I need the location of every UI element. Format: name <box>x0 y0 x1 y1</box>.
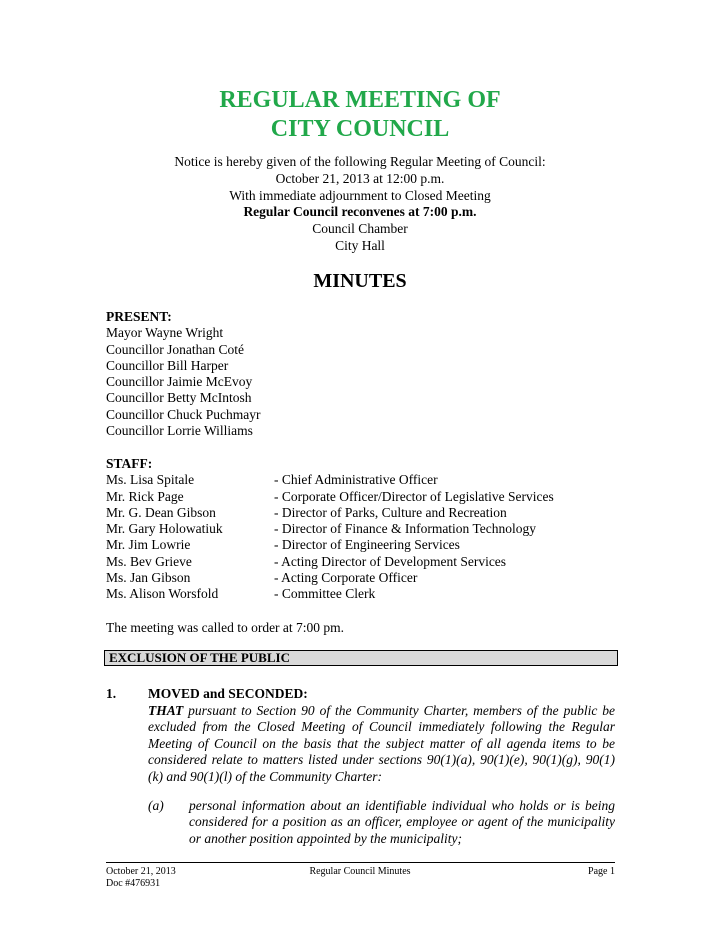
staff-role: - Acting Director of Development Services <box>274 553 507 569</box>
item-body <box>148 703 615 785</box>
staff-name: Ms. Jan Gibson <box>106 570 191 586</box>
staff-row <box>106 489 626 505</box>
notice-line-5: Council Chamber <box>312 221 408 237</box>
notice-line-6: City Hall <box>335 237 385 253</box>
staff-name: Mr. Gary Holowatiuk <box>106 521 223 537</box>
staff-row <box>106 537 626 553</box>
notice-line-4: Regular Council reconvenes at 7:00 p.m. <box>243 204 477 220</box>
title-line-2: CITY COUNCIL <box>270 116 450 142</box>
footer-title: Regular Council Minutes <box>309 866 411 877</box>
called-to-order: The meeting was called to order at 7:00 pm. <box>106 620 345 635</box>
sub-item-body: personal information about an identifiable individual who holds or is being considered for a position as an officer, employee or agent of the municipality or another position appointed by the municipality; <box>189 798 615 846</box>
footer-page-number: Page 1 <box>588 866 615 877</box>
staff-role: - Director of Engineering Services <box>274 537 460 553</box>
present-member: Councillor Lorrie Williams <box>106 423 253 439</box>
notice-line-3: With immediate adjournment to Closed Meeting <box>229 187 491 203</box>
staff-role: - Director of Parks, Culture and Recreation <box>274 504 507 520</box>
footer-doc-number: Doc #476931 <box>106 878 161 889</box>
staff-role: - Director of Finance & Information Technology <box>274 521 536 537</box>
staff-name: Mr. Jim Lowrie <box>106 537 191 553</box>
staff-name: Ms. Alison Worsfold <box>106 586 219 602</box>
sub-item-label: (a) <box>148 798 164 813</box>
footer-divider <box>106 862 615 863</box>
footer-date: October 21, 2013 <box>106 866 176 877</box>
item-number: 1. <box>106 686 117 701</box>
title-line-1: REGULAR MEETING OF <box>219 87 501 113</box>
staff-heading: STAFF: <box>106 456 153 471</box>
staff-row <box>106 505 626 521</box>
present-member: Councillor Bill Harper <box>106 357 229 373</box>
staff-row <box>106 554 626 570</box>
item-text: pursuant to Section 90 of the Community Charter, members of the public be excluded from the Closed Meeting of Council immediately following the Regular Meeting of Council on the basis that the subject matter of all agenda items to be considered relate to matters listed under sections 90(1)(a), 90(1)(e), 90(1)(g), 90(1)(k) and 90(1)(l) of the Community Charter: <box>148 703 615 784</box>
staff-row <box>106 472 626 488</box>
present-member: Councillor Chuck Puchmayr <box>106 406 261 422</box>
page-title <box>0 86 720 144</box>
staff-row <box>106 570 626 586</box>
present-heading: PRESENT: <box>106 309 172 324</box>
minutes-heading: MINUTES <box>313 270 407 292</box>
item-heading: MOVED and SECONDED: <box>148 686 308 701</box>
staff-name: Mr. Rick Page <box>106 488 184 504</box>
notice-line-2: October 21, 2013 at 12:00 p.m. <box>275 170 445 186</box>
present-member: Mayor Wayne Wright <box>106 325 224 341</box>
staff-role: - Acting Corporate Officer <box>274 570 418 586</box>
staff-role: - Corporate Officer/Director of Legislative Services <box>274 488 554 504</box>
notice-line-1: Notice is hereby given of the following Regular Meeting of Council: <box>174 154 546 169</box>
present-list <box>106 309 260 439</box>
present-member: Councillor Jonathan Coté <box>106 341 244 357</box>
staff-name: Ms. Bev Grieve <box>106 553 192 569</box>
meeting-notice <box>0 154 720 255</box>
section-heading-exclusion: EXCLUSION OF THE PUBLIC <box>104 650 618 666</box>
staff-name: Ms. Lisa Spitale <box>106 472 195 488</box>
item-lead: THAT <box>148 703 184 718</box>
present-member: Councillor Betty McIntosh <box>106 390 252 406</box>
staff-row <box>106 521 626 537</box>
staff-name: Mr. G. Dean Gibson <box>106 504 216 520</box>
staff-row <box>106 586 626 602</box>
staff-role: - Committee Clerk <box>274 586 376 602</box>
present-member: Councillor Jaimie McEvoy <box>106 374 253 390</box>
staff-role: - Chief Administrative Officer <box>274 472 438 488</box>
staff-list <box>106 456 626 603</box>
